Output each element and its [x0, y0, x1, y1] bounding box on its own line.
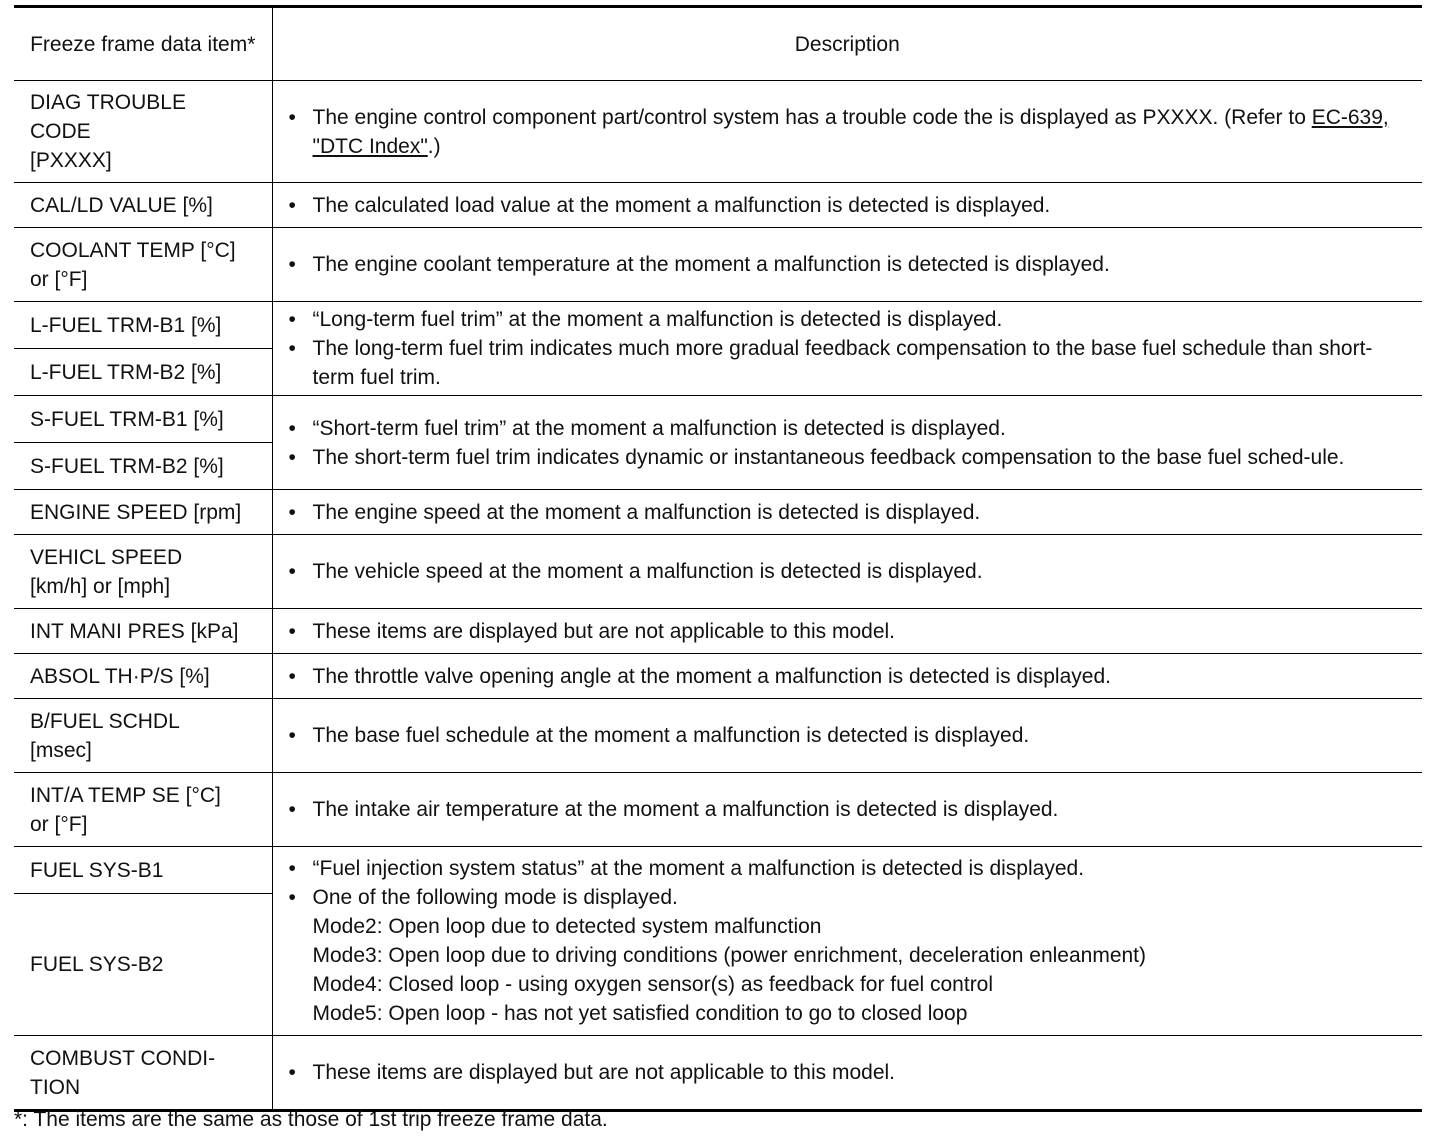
table-header-row	[14, 7, 1422, 81]
dtc-index-link[interactable]: EC-639, "DTC Index"	[312, 105, 1389, 158]
item-cell	[14, 81, 272, 183]
description-cell	[272, 609, 1422, 654]
header-description: Description	[272, 7, 1422, 81]
footnote: *: The items are the same as those of 1st trip freeze frame data.	[14, 1108, 608, 1131]
table-row	[14, 1036, 1422, 1111]
description-bullet: • The intake air temperature at the moment a malfunction is detected is displayed.	[287, 795, 1415, 824]
table-row	[14, 228, 1422, 302]
item-cell: L-FUEL TRM-B1 [%]	[14, 302, 272, 349]
description-cell	[272, 654, 1422, 699]
item-cell: INT MANI PRES [kPa]	[14, 609, 272, 654]
table-row	[14, 847, 1422, 894]
description-bullet: • “Fuel injection system status” at the moment a malfunction is detected is displayed.	[287, 854, 1415, 883]
description-cell	[272, 847, 1422, 1036]
item-cell: FUEL SYS-B1	[14, 847, 272, 894]
table-row	[14, 609, 1422, 654]
item-cell: VEHICL SPEED [km/h] or [mph]	[14, 535, 272, 609]
description-bullet: • The engine speed at the moment a malfunction is detected is displayed.	[287, 498, 1415, 527]
item-text: DIAG TROUBLE	[30, 91, 186, 114]
description-cell	[272, 1036, 1422, 1111]
table-row	[14, 490, 1422, 535]
description-cell	[272, 302, 1422, 396]
mode-line: Mode3: Open loop due to driving conditions (power enrichment, deceleration enleanment)	[312, 944, 1146, 967]
header-item: Freeze frame data item*	[14, 7, 272, 81]
item-cell: FUEL SYS-B2	[14, 894, 272, 1036]
item-cell: COOLANT TEMP [°C] or [°F]	[14, 228, 272, 302]
description-bullet: • The base fuel schedule at the moment a malfunction is detected is displayed.	[287, 721, 1415, 750]
table-row	[14, 302, 1422, 349]
description-bullet: • “Long-term fuel trim” at the moment a malfunction is detected is displayed.	[287, 305, 1415, 334]
description-bullet: • One of the following mode is displayed. Mode2: Open loop due to detected system malfunction Mode3: Open loop due to driving conditions (power enrichment, deceleration enleanment) Mode4: Closed loop - using oxygen sensor(s) as feedback for fuel control Mode5: Open loop - has not yet satisfied condition to go to closed loop	[287, 883, 1415, 1028]
mode-line: Mode2: Open loop due to detected system malfunction	[312, 915, 822, 938]
item-cell: ABSOL TH·P/S [%]	[14, 654, 272, 699]
table-row	[14, 535, 1422, 609]
freeze-frame-table-wrapper	[14, 5, 1422, 1112]
description-cell	[272, 81, 1422, 183]
item-cell: S-FUEL TRM-B1 [%]	[14, 396, 272, 443]
item-cell: B/FUEL SCHDL [msec]	[14, 699, 272, 773]
table-row	[14, 699, 1422, 773]
table-row	[14, 396, 1422, 443]
description-bullet: • These items are displayed but are not applicable to this model.	[287, 1058, 1415, 1087]
description-cell	[272, 228, 1422, 302]
description-bullet: • The throttle valve opening angle at the moment a malfunction is detected is displayed.	[287, 662, 1415, 691]
description-bullet: • The calculated load value at the moment a malfunction is detected is displayed.	[287, 191, 1415, 220]
table-row	[14, 654, 1422, 699]
table-row	[14, 183, 1422, 228]
item-text: CODE	[30, 120, 91, 143]
item-cell: INT/A TEMP SE [°C] or [°F]	[14, 773, 272, 847]
freeze-frame-table	[14, 5, 1422, 1112]
item-cell: L-FUEL TRM-B2 [%]	[14, 349, 272, 396]
mode-line: Mode4: Closed loop - using oxygen sensor(s) as feedback for fuel control	[312, 973, 994, 996]
description-bullet: • “Short-term fuel trim” at the moment a malfunction is detected is displayed.	[287, 414, 1415, 443]
item-cell: ENGINE SPEED [rpm]	[14, 490, 272, 535]
description-cell	[272, 773, 1422, 847]
description-bullet: • The long-term fuel trim indicates much more gradual feedback compensation to the base fuel schedule than short-term fuel trim.	[287, 334, 1415, 392]
description-bullet: • The engine coolant temperature at the moment a malfunction is detected is displayed.	[287, 250, 1415, 279]
table-row	[14, 81, 1422, 183]
item-cell: CAL/LD VALUE [%]	[14, 183, 272, 228]
description-bullet: • The short-term fuel trim indicates dynamic or instantaneous feedback compensation to the base fuel sched-ule.	[287, 443, 1415, 472]
mode-line: Mode5: Open loop - has not yet satisfied condition to go to closed loop	[312, 1002, 968, 1025]
item-text: [PXXXX]	[30, 149, 112, 172]
item-cell: S-FUEL TRM-B2 [%]	[14, 443, 272, 490]
description-cell	[272, 699, 1422, 773]
description-bullet: • The engine control component part/control system has a trouble code the is displayed as PXXXX. (Refer to EC-639, "DTC Index".)	[287, 103, 1415, 161]
description-bullet: • The vehicle speed at the moment a malfunction is detected is displayed.	[287, 557, 1415, 586]
description-bullet: • These items are displayed but are not applicable to this model.	[287, 617, 1415, 646]
table-row	[14, 773, 1422, 847]
description-cell	[272, 396, 1422, 490]
description-cell	[272, 490, 1422, 535]
description-cell	[272, 535, 1422, 609]
item-cell: COMBUST CONDI- TION	[14, 1036, 272, 1111]
description-cell	[272, 183, 1422, 228]
